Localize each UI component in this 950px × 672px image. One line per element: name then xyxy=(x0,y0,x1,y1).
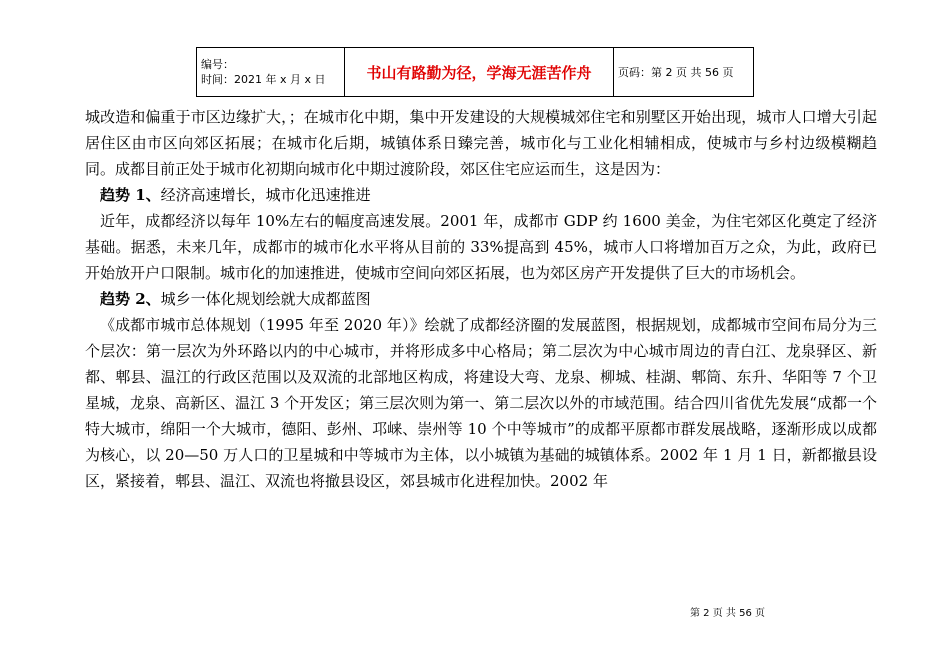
page-footer: 第 2 页 共 56 页 xyxy=(690,608,765,619)
document-date: 时间：2021 年 x 月 x 日 xyxy=(201,73,326,86)
document-body xyxy=(85,104,877,494)
header-motto-cell xyxy=(345,48,614,97)
paragraph-economic-growth: 近年，成都经济以每年 10%左右的幅度高速发展。2001 年，成都市 GDP 约 1600 美金，为住宅郊区化奠定了经济基础。据悉，未来几年，成都市的城市化水平将从目前的 33%提高到 45%，城市人口将增加百万之众，为此，政府已开始放开户口限制。城市化的加速推进，使城市空间向郊区拓展，也为郊区房产开发提供了巨大的市场机会。 xyxy=(85,212,877,282)
header-info-cell xyxy=(197,48,345,97)
trend-1-label: 趋势 1、 xyxy=(100,186,161,204)
paragraph-urbanization-stages: 城改造和偏重于市区边缘扩大，；在城市化中期，集中开发建设的大规模城郊住宅和别墅区开始出现，城市人口增大引起居住区由市区向郊区拓展；在城市化后期，城镇体系日臻完善，城市化与工业化相辅相成，使城市与乡村边级模糊趋同。成都目前正处于城市化初期向城市化中期过渡阶段，郊区住宅应运而生，这是因为： xyxy=(85,108,877,178)
header-page-cell xyxy=(614,48,754,97)
paragraph-city-plan: 《成都市城市总体规划（1995 年至 2020 年）》绘就了成都经济圈的发展蓝图，根据规划，成都城市空间布局分为三个层次：第一层次为外环路以内的中心城市，并将形成多中心格局；第二层次为中心城市周边的青白江、龙泉驿区、新都、郫县、温江的行政区范围以及双流的北部地区构成，将建设大弯、龙泉、柳城、桂湖、郫筒、东升、华阳等 7 个卫星城，龙泉、高新区、温江 3 个开发区；第三层次则为第一、第二层次以外的市域范围。结合四川省优先发展“成都一个特大城市，绵阳一个大城市，德阳、彭州、邛崃、崇州等 10 个中等城市”的成都平原都市群发展战略，逐渐形成以成都为核心，以 20—50 万人口的卫星城和中等城市为主体，以小城镇为基础的城镇体系。2002 年 1 月 1 日，新都撤县设区，紧接着，郫县、温江、双流也将撤县设区，郊县城市化进程加快。2002 年 xyxy=(85,316,877,490)
trend-1-title: 经济高速增长，城市化迅速推进 xyxy=(160,186,371,204)
document-number-label: 编号： xyxy=(201,58,234,71)
trend-2-heading xyxy=(85,286,877,312)
trend-2-title: 城乡一体化规划绘就大成都蓝图 xyxy=(160,290,371,308)
document-header xyxy=(196,47,754,97)
header-page-info: 页码：第 2 页 共 56 页 xyxy=(618,66,734,79)
trend-1-heading xyxy=(85,182,877,208)
trend-2-label: 趋势 2、 xyxy=(100,290,161,308)
header-motto: 书山有路勤为径，学海无涯苦作舟 xyxy=(366,63,592,82)
